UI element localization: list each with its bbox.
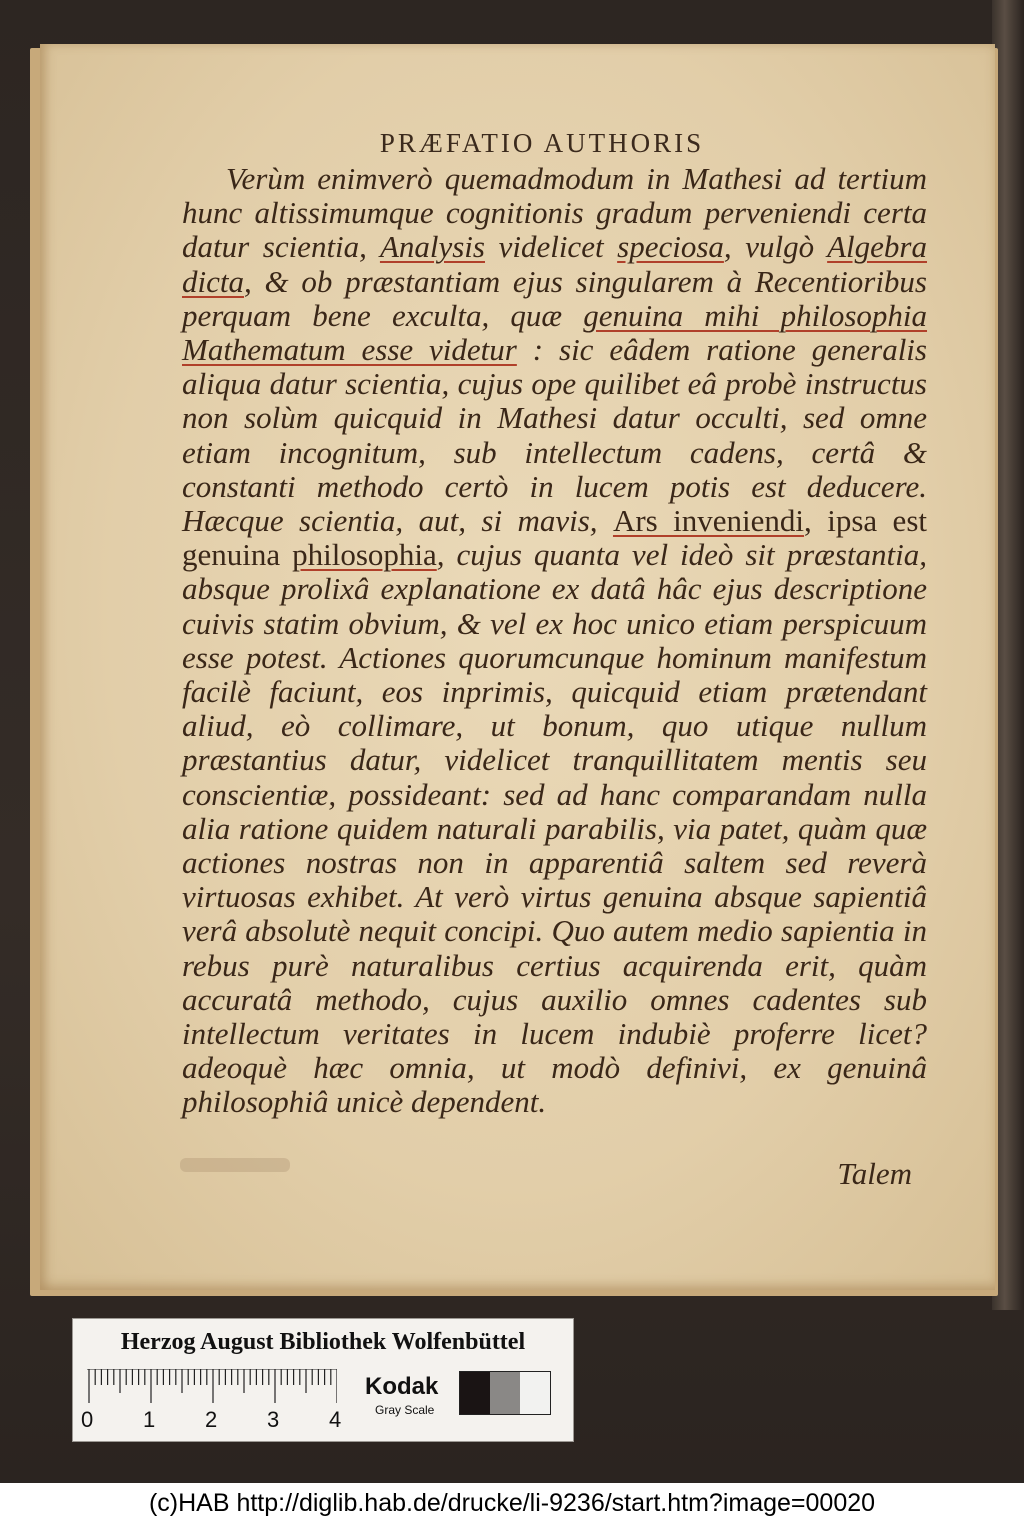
roman-term: philosophia <box>292 537 437 573</box>
text-run: , & ob præstantiam ejus singularem à Recentioribus perquam bene exculta, quæ <box>182 263 927 333</box>
text-run: videlicet <box>485 229 618 265</box>
kodak-logo: Kodak <box>365 1373 439 1400</box>
library-name: Herzog August Bibliothek Wolfenbüttel <box>120 1329 526 1355</box>
show-through-mark <box>180 1158 290 1172</box>
body-paragraph <box>182 162 927 1120</box>
running-head: PRÆFATIO AUTHORIS <box>379 128 705 158</box>
ruler-number: 4 <box>329 1407 342 1432</box>
swatch-white <box>520 1372 550 1414</box>
copyright-caption: (c)HAB http://diglib.hab.de/drucke/li-9236/start.htm?image=00020 <box>0 1483 1024 1523</box>
ruler-scale <box>87 1369 337 1405</box>
text-run: , cujus quanta vel ideò sit præstantia, absque prolixâ explanatione ex datâ hâc ejus descriptione cuivis statim obvium, & vel ex hoc unico etiam perspicuum esse potest. Actiones quorumcunque hominum manifestum facilè faciunt, eos inprimis, quicquid etiam prætendant aliud, eò collimare, ut bonum, quo utique nullum præstantius datur, videlicet tranquillitatem mentis seu conscientiæ, possideant: sed ad hanc comparandam nulla alia ratione quidem naturali parabilis, via patet, quàm quæ actiones nostras non in apparentiâ saltem sed reverà virtuosas exhibet. At verò virtus genuina absque sapientiâ verâ absolutè nequit concipi. Quo autem medio sapientia in rebus purè naturalibus certius acquirenda erit, quàm accuratâ methodo, cujus auxilio omnes cadentes sub intellectum veritates in lucem indubiè proferre licet? adeoquè hæc omnia, ut modò definivi, ex genuinâ philosophiâ unicè dependent. <box>182 537 927 1120</box>
catchword: Talem <box>837 1156 912 1191</box>
ruler-number: 0 <box>81 1407 94 1432</box>
roman-term: Ars inveniendi <box>612 503 805 539</box>
text-run: Verùm enimverò quemadmodum in Mathesi ad tertium hunc altissimumque cognitionis gradum perveniendi certa datur scientia, <box>182 161 927 265</box>
text-run: , vulgò <box>723 229 828 265</box>
underlined-term: genuina mihi philosophia Mathematum esse videtur <box>182 297 928 368</box>
ruler-number: 3 <box>267 1407 280 1432</box>
swatch-gray <box>490 1372 520 1414</box>
ruler-number: 2 <box>205 1407 218 1432</box>
underlined-term: Analysis <box>379 229 485 265</box>
roman-run: , ipsa est genuina <box>182 503 927 573</box>
underlined-term: Algebra dicta <box>182 229 927 299</box>
underlined-term: speciosa <box>617 229 724 265</box>
gray-scale-label: Gray Scale <box>375 1403 435 1417</box>
color-target-card <box>72 1318 574 1442</box>
text-run: : sic eâdem ratione generalis aliqua datur scientia, cujus ope quilibet eâ probè instructus non solùm quicquid in Mathesi datur occulti, sed omne etiam incognitum, sub intellectum cadens, certâ & constanti methodo certò in lucem potis est deducere. Hæcque scientia, aut, si mavis, <box>182 332 927 539</box>
ruler-numbers <box>81 1407 351 1431</box>
swatch-black <box>460 1372 490 1414</box>
gray-swatches <box>459 1371 551 1415</box>
ruler-number: 1 <box>143 1407 156 1432</box>
